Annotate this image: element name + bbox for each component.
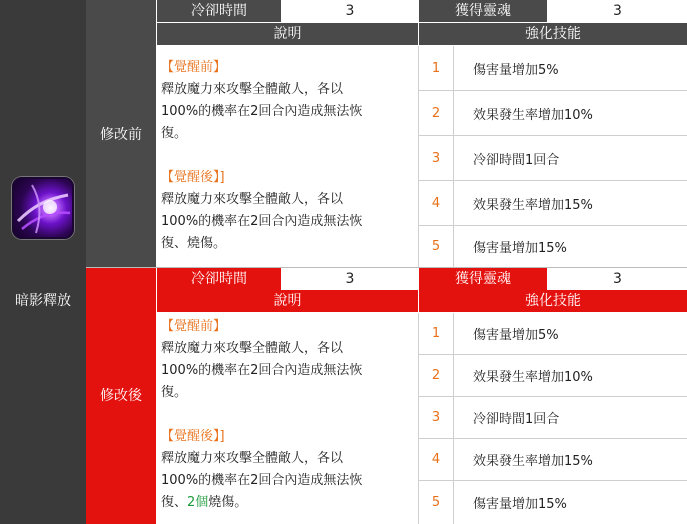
enhance-header: 強化技能	[419, 290, 687, 312]
cooldown-label: 冷卻時間	[157, 268, 281, 290]
post-awaken-prefix: 復、	[161, 495, 188, 510]
soul-value: 3	[548, 0, 687, 22]
post-awaken-line-3: 復、燒傷。	[161, 236, 227, 251]
before-label-column	[86, 0, 156, 268]
cooldown-value: 3	[282, 268, 418, 290]
enhancement-number: 4	[431, 195, 441, 211]
enhancement-row	[419, 397, 687, 439]
description-header: 說明	[157, 290, 418, 312]
enhancement-row	[419, 355, 687, 397]
enhancement-number: 3	[431, 150, 441, 166]
soul-value: 3	[548, 268, 687, 290]
highlight-change: 2個	[187, 495, 209, 510]
skill-name: 暗影釋放	[15, 293, 71, 309]
enhancement-number: 4	[431, 452, 441, 467]
enhancement-number: 1	[431, 326, 441, 341]
after-label: 修改後	[100, 388, 142, 404]
enhancement-number: 5	[431, 494, 441, 510]
post-awaken-suffix: 燒傷。	[208, 495, 248, 510]
pre-awaken-line-2: 100%的機率在2回合內造成無法恢	[161, 363, 363, 378]
after-label-column	[86, 268, 156, 524]
cooldown-label: 冷卻時間	[157, 0, 281, 22]
cooldown-value: 3	[282, 0, 418, 22]
enhancement-text: 效果發生率增加15%	[473, 197, 593, 213]
enhancement-row	[419, 46, 687, 91]
post-awaken-line-2: 100%的機率在2回合內造成無法恢	[161, 473, 363, 488]
pre-awaken-line-2: 100%的機率在2回合內造成無法恢	[161, 104, 363, 119]
post-awaken-line-1: 釋放魔力來攻擊全體敵人，各以	[161, 192, 344, 207]
pre-awaken-tag: 【覺醒前】	[161, 319, 227, 334]
enhancement-text: 傷害量增加15%	[473, 241, 567, 256]
enhancement-row	[419, 313, 687, 355]
pre-awaken-line-1: 釋放魔力來攻擊全體敵人，各以	[161, 82, 344, 97]
before-section	[86, 0, 687, 268]
shadow-release-skill-icon	[12, 177, 74, 239]
enhancement-number: 2	[431, 368, 441, 383]
before-label: 修改前	[100, 127, 142, 143]
enhancement-text: 傷害量增加5%	[473, 328, 559, 343]
enhancement-text: 冷卻時間1回合	[473, 412, 560, 427]
pre-awaken-tag: 【覺醒前】	[161, 60, 227, 75]
soul-label: 獲得靈魂	[419, 268, 547, 290]
after-section	[86, 268, 687, 524]
enhancement-text: 傷害量增加5%	[473, 62, 559, 78]
enhancement-number: 2	[431, 105, 441, 121]
pre-awaken-line-3: 復。	[161, 126, 188, 141]
enhancement-row	[419, 181, 687, 226]
enhancement-number: 1	[431, 60, 441, 76]
before-description	[157, 46, 418, 268]
description-header: 說明	[157, 23, 418, 45]
enhancement-row	[419, 91, 687, 136]
enhancement-text: 效果發生率增加15%	[473, 454, 593, 469]
post-awaken-line-1: 釋放魔力來攻擊全體敵人，各以	[161, 451, 344, 466]
enhancement-row	[419, 226, 687, 268]
enhancement-text: 傷害量增加15%	[473, 496, 567, 512]
enhancement-text: 效果發生率增加10%	[473, 107, 593, 123]
after-description	[157, 313, 418, 524]
enhancement-row	[419, 439, 687, 481]
enhancement-text: 效果發生率增加10%	[473, 370, 593, 385]
enhancement-row	[419, 136, 687, 181]
enhance-header: 強化技能	[419, 23, 687, 45]
enhancement-number: 5	[431, 239, 441, 254]
soul-label: 獲得靈魂	[419, 0, 547, 22]
pre-awaken-line-1: 釋放魔力來攻擊全體敵人，各以	[161, 341, 344, 356]
pre-awaken-line-3: 復。	[161, 385, 188, 400]
enhancement-row	[419, 481, 687, 523]
enhancement-text: 冷卻時間1回合	[473, 152, 560, 168]
post-awaken-line-3	[161, 492, 418, 514]
post-awaken-line-2: 100%的機率在2回合內造成無法恢	[161, 214, 363, 229]
post-awaken-tag: 【覺醒後】]	[161, 170, 225, 185]
enhancement-number: 3	[431, 410, 441, 425]
skill-column	[0, 0, 86, 524]
post-awaken-tag: 【覺醒後】]	[161, 429, 225, 444]
